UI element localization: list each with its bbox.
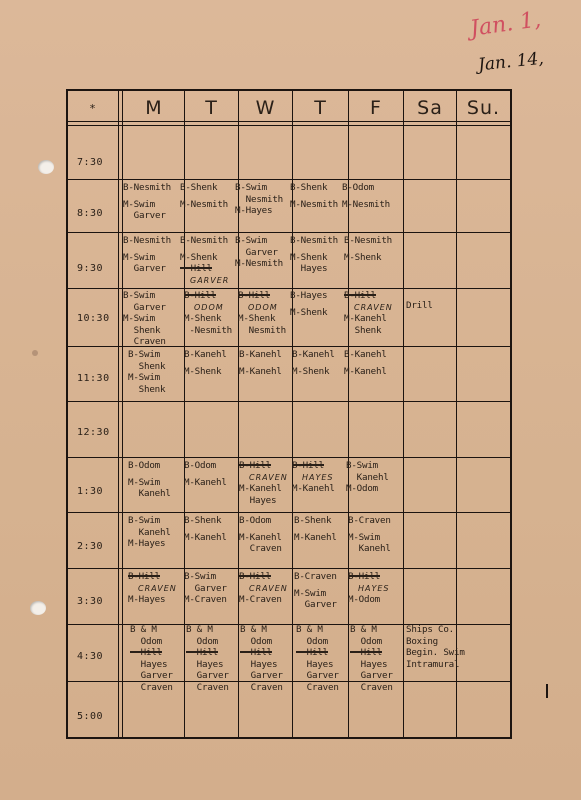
- cell-line: Craven: [350, 681, 393, 693]
- cell-line: M-Odom: [346, 483, 378, 494]
- cell-line: B-Hill: [292, 460, 324, 471]
- cell-line: M-Kanehl: [184, 476, 227, 488]
- header-corner: *: [89, 101, 97, 115]
- cell-line: Craven: [186, 681, 229, 693]
- cell-line: Garver: [123, 263, 166, 274]
- cell-line: Hill: [240, 647, 272, 658]
- grid-line: [68, 179, 510, 180]
- cell-line: Garver: [294, 599, 337, 610]
- paper-stain: [32, 350, 38, 356]
- time-label: 4:30: [77, 651, 104, 662]
- cell-line: Garver: [296, 670, 339, 681]
- cell-line: B-Hill: [239, 460, 271, 471]
- cell-line: M-Hayes: [235, 205, 273, 216]
- time-label: 12:30: [77, 427, 110, 438]
- cell-line: B-Swim: [128, 349, 160, 360]
- cell-line: M-Nesmith: [342, 198, 390, 210]
- handwritten-date-black: Jan. 14,: [477, 48, 545, 76]
- weekly-schedule-grid: [66, 89, 512, 739]
- cell-line: M-Hayes: [128, 538, 166, 549]
- schedule-cell: [235, 182, 283, 217]
- schedule-cell: [128, 460, 171, 500]
- schedule-cell: [344, 290, 393, 336]
- header-day-thursday: T: [314, 97, 327, 119]
- cell-line: M-Kanehl: [239, 365, 282, 377]
- schedule-cell: [184, 290, 232, 336]
- schedule-cell: [350, 624, 393, 693]
- header-day-monday: M: [145, 97, 163, 119]
- grid-line: [118, 91, 119, 737]
- cell-line: B-Kanehl: [292, 349, 335, 360]
- schedule-cell: [239, 460, 288, 506]
- cell-line: M-Hayes: [128, 594, 166, 605]
- cell-line: Ships Co.: [406, 624, 454, 635]
- cell-line: CRAVEN: [354, 302, 393, 312]
- cell-line: -Nesmith: [184, 324, 232, 336]
- cell-line: B-Odom: [184, 460, 216, 471]
- header-day-tuesday: T: [205, 97, 218, 119]
- cell-line: B-Swim: [346, 460, 378, 471]
- cell-line: Hill: [350, 647, 382, 658]
- cell-line: B-Shenk: [184, 515, 222, 526]
- schedule-cell: [130, 624, 173, 693]
- cell-line: Shenk: [128, 383, 166, 395]
- header-day-wednesday: W: [255, 97, 276, 119]
- cell-line: ODOM: [248, 302, 278, 312]
- cell-line: B-Swim: [123, 290, 155, 301]
- time-label: 7:30: [77, 157, 104, 168]
- cell-line: Hayes: [350, 658, 388, 670]
- cell-line: B-Hill: [238, 290, 270, 301]
- grid-line: [68, 457, 510, 458]
- cell-line: GARVER: [190, 275, 230, 285]
- cell-line: Kanehl: [128, 526, 171, 538]
- time-label: 2:30: [77, 541, 104, 552]
- schedule-cell: [292, 460, 335, 495]
- cell-line: HAYES: [358, 583, 390, 593]
- cell-line: Hayes: [239, 494, 277, 506]
- cell-line: M-Kanehl: [239, 483, 282, 494]
- cell-line: Hill: [186, 647, 218, 658]
- cell-line: M-Swim: [123, 198, 155, 210]
- schedule-cell: [123, 290, 166, 348]
- cell-line: B-Nesmith: [290, 235, 338, 246]
- cell-line: B & M: [240, 624, 267, 635]
- header-day-friday: F: [370, 97, 382, 119]
- cell-line: Craven: [240, 681, 283, 693]
- cell-line: CRAVEN: [249, 583, 288, 593]
- cell-line: M-Kanehl: [292, 483, 335, 494]
- cell-line: Odom: [240, 635, 272, 647]
- schedule-cell: [342, 182, 390, 210]
- cell-line: Garver: [123, 301, 166, 313]
- schedule-cell: [128, 571, 177, 606]
- schedule-cell: [290, 290, 327, 318]
- schedule-cell: [240, 624, 283, 693]
- cell-line: B & M: [350, 624, 377, 635]
- cell-line: CRAVEN: [249, 472, 288, 482]
- cell-line: Hill: [130, 647, 162, 658]
- cell-line: Odom: [350, 635, 382, 647]
- schedule-cell: [292, 349, 335, 377]
- cell-line: Craven: [239, 543, 282, 554]
- cell-line: Nesmith: [238, 324, 286, 336]
- punch-hole-top: [38, 160, 54, 174]
- schedule-cell: [184, 349, 227, 377]
- schedule-cell: [123, 235, 171, 275]
- schedule-cell: [346, 460, 389, 495]
- cell-line: HAYES: [302, 472, 334, 482]
- cell-line: M-Kanehl: [294, 531, 337, 543]
- cell-line: Nesmith: [235, 193, 283, 205]
- cell-line: Hill: [180, 263, 212, 274]
- grid-line: [68, 288, 510, 289]
- cell-line: Craven: [296, 681, 339, 693]
- cell-line: Boxing: [406, 635, 438, 647]
- schedule-cell: [180, 235, 229, 286]
- schedule-cell: [406, 290, 433, 312]
- cell-line: CRAVEN: [138, 583, 177, 593]
- cell-line: M-Craven: [239, 594, 282, 605]
- cell-line: B-Hill: [348, 571, 380, 582]
- schedule-cell: [344, 349, 387, 377]
- cell-line: Garver: [130, 670, 173, 681]
- cell-line: M-Kanehl: [344, 365, 387, 377]
- grid-line: [68, 401, 510, 402]
- time-label: 3:30: [77, 596, 104, 607]
- cell-line: M-Shenk: [180, 251, 218, 263]
- cell-line: M-Swim: [128, 476, 160, 488]
- cell-line: M-Shenk: [290, 251, 328, 263]
- time-label: 11:30: [77, 373, 110, 384]
- cell-line: B-Craven: [348, 515, 391, 526]
- schedule-cell: [294, 515, 337, 543]
- pencil-mark: [546, 684, 548, 698]
- time-label: 8:30: [77, 208, 104, 219]
- cell-line: B-Kanehl: [239, 349, 282, 360]
- schedule-cell: [235, 235, 283, 270]
- schedule-cell: [184, 571, 227, 606]
- grid-line: [68, 568, 510, 569]
- cell-line: M-Odom: [348, 594, 380, 605]
- schedule-cell: [348, 515, 391, 555]
- cell-line: B-Swim: [235, 182, 267, 193]
- cell-line: Garver: [186, 670, 229, 681]
- cell-line: Craven: [130, 681, 173, 693]
- cell-line: Hayes: [290, 263, 328, 274]
- schedule-cell: [123, 182, 171, 222]
- schedule-cell: [238, 290, 286, 336]
- cell-line: M-Swim: [294, 587, 326, 599]
- cell-line: B-Swim: [184, 571, 216, 582]
- time-label: 1:30: [77, 486, 104, 497]
- cell-line: M-Shenk: [344, 251, 382, 263]
- cell-line: B-Hill: [184, 290, 216, 301]
- cell-line: Hayes: [296, 658, 334, 670]
- cell-line: M-Shenk: [292, 365, 330, 377]
- schedule-cell: [180, 182, 228, 210]
- cell-line: B-Nesmith: [123, 182, 171, 193]
- cell-line: M-Craven: [184, 594, 227, 605]
- cell-line: B-Shenk: [294, 515, 332, 526]
- schedule-cell: [239, 349, 282, 377]
- time-label: 9:30: [77, 263, 104, 274]
- cell-line: B-Craven: [294, 571, 337, 582]
- grid-line: [68, 125, 510, 126]
- cell-line: M-Shenk: [184, 313, 222, 324]
- cell-line: M-Shenk: [184, 365, 222, 377]
- cell-line: B-Odom: [342, 182, 374, 193]
- cell-line: B-Swim: [235, 235, 267, 246]
- cell-line: B-Shenk: [290, 182, 328, 193]
- grid-line: [403, 91, 404, 737]
- schedule-cell: [184, 515, 227, 543]
- schedule-cell: [344, 235, 392, 263]
- schedule-cell: [348, 571, 390, 606]
- cell-line: Drill: [406, 300, 433, 311]
- cell-line: Hayes: [240, 658, 278, 670]
- cell-line: B-Swim: [128, 515, 160, 526]
- cell-line: Hayes: [186, 658, 224, 670]
- cell-line: B & M: [130, 624, 157, 635]
- cell-line: ODOM: [194, 302, 224, 312]
- cell-line: Hayes: [130, 658, 168, 670]
- schedule-cell: [128, 349, 165, 395]
- cell-line: Kanehl: [128, 488, 171, 499]
- cell-line: Hill: [296, 647, 328, 658]
- cell-line: Odom: [296, 635, 328, 647]
- cell-line: M-Swim: [128, 372, 160, 383]
- cell-line: M-Swim: [123, 313, 155, 324]
- schedule-cell: [290, 235, 338, 275]
- cell-line: B-Kanehl: [344, 349, 387, 360]
- cell-line: Garver: [235, 246, 278, 258]
- cell-line: B & M: [296, 624, 323, 635]
- cell-line: B-Odom: [239, 515, 271, 526]
- schedule-cell: [128, 515, 171, 550]
- schedule-cell: [184, 460, 227, 488]
- cell-line: M-Swim: [123, 251, 155, 263]
- punch-hole-bottom: [30, 601, 46, 615]
- cell-line: M-Nesmith: [290, 198, 338, 210]
- cell-line: M-Kanehl: [344, 313, 387, 324]
- header-day-sunday: Su.: [466, 97, 501, 119]
- cell-line: B-Odom: [128, 460, 160, 471]
- schedule-cell: [296, 624, 339, 693]
- cell-line: Odom: [186, 635, 218, 647]
- cell-line: Shenk: [128, 360, 166, 372]
- cell-line: B-Nesmith: [180, 235, 228, 246]
- grid-line: [68, 232, 510, 233]
- header-day-saturday: Sa: [417, 97, 443, 119]
- time-label: 5:00: [77, 711, 104, 722]
- cell-line: B-Nesmith: [344, 235, 392, 246]
- cell-line: M-Shenk: [238, 313, 276, 324]
- time-label: 10:30: [77, 313, 110, 324]
- schedule-cell: [186, 624, 229, 693]
- handwritten-date-red: Jan. 1,: [468, 7, 543, 42]
- cell-line: Intramural: [406, 658, 460, 670]
- cell-line: M-Nesmith: [235, 258, 283, 269]
- cell-line: B-Nesmith: [123, 235, 171, 246]
- cell-line: Garver: [240, 670, 283, 681]
- cell-line: Begin. Swim: [406, 647, 465, 658]
- grid-line: [68, 512, 510, 513]
- schedule-cell: [294, 571, 337, 611]
- cell-line: Shenk: [344, 324, 382, 336]
- cell-line: B-Hill: [344, 290, 376, 301]
- cell-line: B-Shenk: [180, 182, 218, 193]
- cell-line: B-Hill: [128, 571, 160, 582]
- schedule-cell: [406, 624, 465, 670]
- schedule-cell: [239, 571, 288, 606]
- cell-line: M-Kanehl: [239, 531, 282, 543]
- cell-line: B-Kanehl: [184, 349, 227, 360]
- cell-line: Garver: [350, 670, 393, 681]
- cell-line: Craven: [123, 336, 166, 347]
- cell-line: Garver: [123, 210, 166, 221]
- cell-line: B-Hayes: [290, 290, 328, 301]
- cell-line: M-Shenk: [290, 306, 328, 318]
- cell-line: B & M: [186, 624, 213, 635]
- cell-line: Kanehl: [346, 471, 389, 483]
- cell-line: M-Swim: [348, 531, 380, 543]
- schedule-cell: [290, 182, 338, 210]
- cell-line: Garver: [184, 582, 227, 594]
- schedule-cell: [239, 515, 282, 555]
- cell-line: B-Hill: [239, 571, 271, 582]
- cell-line: Kanehl: [348, 543, 391, 554]
- cell-line: Shenk: [123, 324, 161, 336]
- cell-line: M-Nesmith: [180, 198, 228, 210]
- cell-line: M-Kanehl: [184, 531, 227, 543]
- cell-line: Odom: [130, 635, 162, 647]
